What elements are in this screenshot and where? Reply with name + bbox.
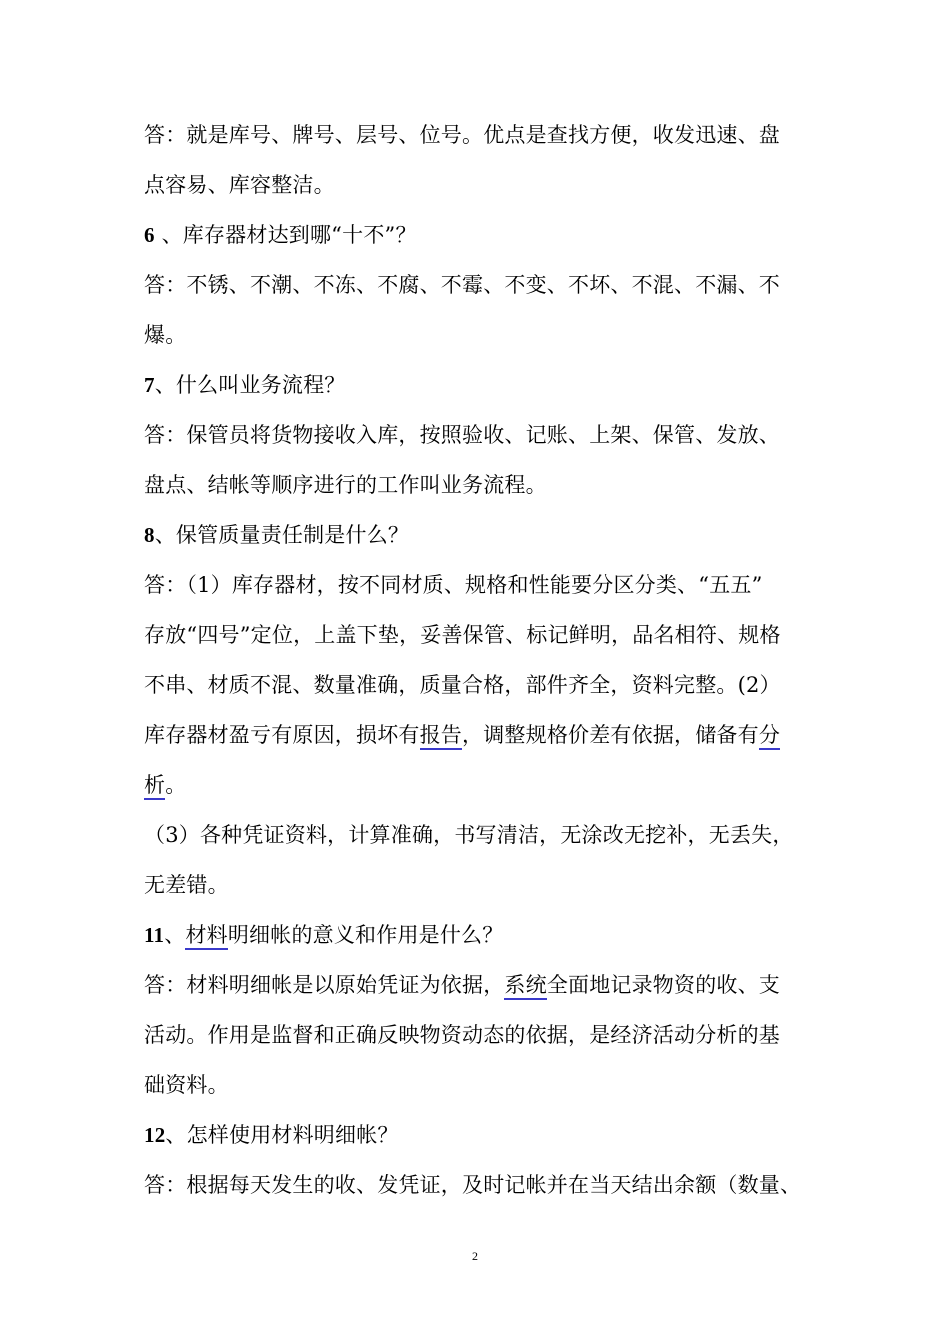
question-text: 、库存器材达到哪“十不”？ bbox=[154, 223, 417, 247]
question-number: 6 bbox=[144, 223, 155, 247]
question-number: 12 bbox=[144, 1123, 166, 1147]
answer-line: 础资料。 bbox=[144, 1073, 229, 1097]
question-text: 、什么叫业务流程？ bbox=[154, 373, 346, 397]
link-analysis-part2[interactable]: 析 bbox=[144, 773, 165, 800]
answer-line: 存放“四号”定位，上盖下垫，妥善保管、标记鲜明，品名相符、规格 bbox=[144, 623, 781, 647]
text-span: 全面地记录物资的收、支 bbox=[546, 973, 781, 997]
text-span: 库存器材盈亏有原因，损坏有 bbox=[144, 723, 420, 747]
question-number: 11 bbox=[144, 923, 165, 947]
answer-line bbox=[144, 970, 814, 1000]
answer-line: 不串、材质不混、数量准确，质量合格，部件齐全，资料完整。(2） bbox=[144, 673, 781, 697]
answer-line: 活动。作用是监督和正确反映物资动态的依据，是经济活动分析的基 bbox=[144, 1023, 780, 1047]
question-number: 7 bbox=[144, 373, 155, 397]
answer-line: 答：就是库号、牌号、层号、位号。优点是查找方便，收发迅速、盘 bbox=[144, 123, 780, 147]
answer-line bbox=[144, 720, 814, 750]
link-report[interactable]: 报告 bbox=[420, 723, 462, 750]
question-text: 、怎样使用材料明细帐？ bbox=[165, 1123, 399, 1147]
answer-line: 答：不锈、不潮、不冻、不腐、不霉、不变、不坏、不混、不漏、不 bbox=[144, 273, 780, 297]
link-system[interactable]: 系统 bbox=[504, 973, 546, 1000]
answer-line: 答：（1）库存器材，按不同材质、规格和性能要分区分类、“五五” bbox=[144, 573, 763, 597]
page-number: 2 bbox=[472, 1249, 478, 1263]
answer-line: 答：根据每天发生的收、发凭证，及时记帐并在当天结出余额（数量、 bbox=[144, 1173, 802, 1197]
text-span: 。 bbox=[165, 773, 187, 797]
question-text: 、保管质量责任制是什么？ bbox=[154, 523, 410, 547]
answer-line: （3）各种凭证资料，计算准确，书写清洁，无涂改无挖补，无丢失， bbox=[144, 823, 794, 847]
answer-line: 爆。 bbox=[144, 323, 187, 347]
question-7 bbox=[144, 370, 814, 400]
text-span: 答：材料明细帐是以原始凭证为依据， bbox=[144, 973, 505, 997]
answer-line: 无差错。 bbox=[144, 873, 229, 897]
question-6 bbox=[144, 220, 814, 250]
text-span: ，调整规格价差有依据，储备有 bbox=[462, 723, 759, 747]
question-text: 明细帐的意义和作用是什么？ bbox=[227, 923, 504, 947]
answer-line: 点容易、库容整洁。 bbox=[144, 173, 335, 197]
question-number: 8 bbox=[144, 523, 155, 547]
answer-line: 答：保管员将货物接收入库，按照验收、记账、上架、保管、发放、 bbox=[144, 423, 780, 447]
link-analysis-part1[interactable]: 分 bbox=[759, 723, 780, 750]
question-11 bbox=[144, 920, 814, 950]
answer-line: 盘点、结帐等顺序进行的工作叫业务流程。 bbox=[144, 473, 547, 497]
question-12 bbox=[144, 1120, 814, 1150]
question-text: 、 bbox=[164, 923, 186, 947]
question-8 bbox=[144, 520, 814, 550]
answer-line bbox=[144, 770, 814, 800]
link-materials[interactable]: 材料 bbox=[185, 923, 227, 950]
